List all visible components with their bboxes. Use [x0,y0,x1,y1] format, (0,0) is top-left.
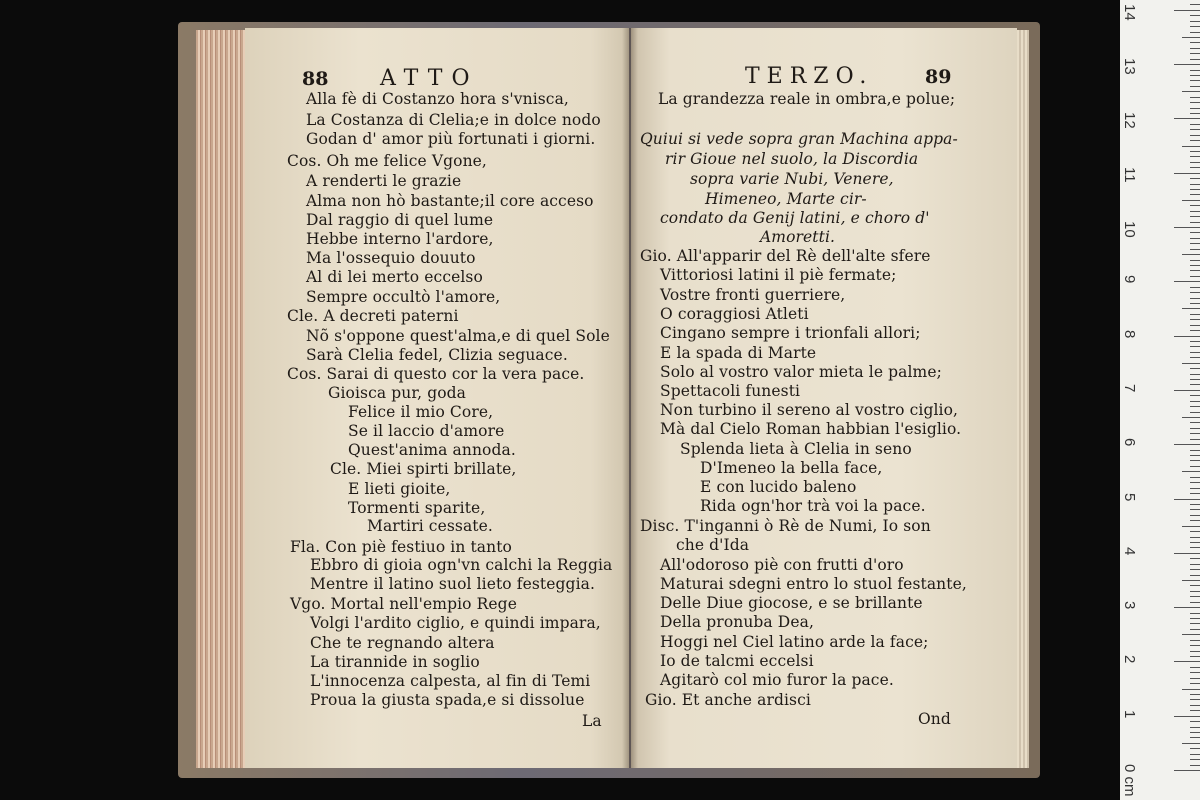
ruler-tick [1190,466,1200,467]
left-running-header: ATTO [380,66,479,91]
ruler-tick [1190,352,1200,353]
ruler-tick [1190,384,1200,385]
ruler-tick [1190,205,1200,206]
ruler-tick [1174,716,1200,717]
right-text-line: Delle Diue giocose, e se brillante [660,594,923,612]
ruler-tick [1190,585,1200,586]
ruler-tick [1182,580,1200,581]
left-text-line: Al di lei merto eccelso [306,268,483,286]
ruler-label: 1 [1121,709,1138,719]
right-text-line: Quiui si vede sopra gran Machina appa- [640,130,958,148]
ruler-tick [1190,42,1200,43]
ruler-tick [1190,705,1200,706]
ruler-label: 7 [1121,383,1138,393]
ruler-tick [1190,249,1200,250]
ruler-tick [1190,504,1200,505]
ruler-tick [1190,699,1200,700]
left-text-line: Godan d' amor più fortunati i giorni. [306,130,596,148]
ruler-tick [1190,656,1200,657]
left-text-line: Cos. Sarai di questo cor la vera pace. [287,365,585,383]
ruler-tick [1190,575,1200,576]
left-text-line: Se il laccio d'amore [348,422,505,440]
ruler-tick [1190,59,1200,60]
left-text-line: Cle. Miei spirti brillate, [330,460,517,478]
ruler-tick [1182,91,1200,92]
ruler-tick [1190,314,1200,315]
ruler-tick [1190,325,1200,326]
ruler-tick [1190,694,1200,695]
book-page-edges-left [196,30,251,768]
right-text-line: Della pronuba Dea, [660,613,814,631]
ruler-label: 11 [1121,166,1138,183]
ruler-tick [1190,428,1200,429]
ruler-label: 5 [1121,492,1138,501]
ruler-tick [1190,48,1200,49]
ruler-tick [1190,759,1200,760]
right-text-line: sopra varie Nubi, Venere, [690,170,894,188]
ruler-tick [1190,330,1200,331]
ruler-label: 10 [1121,221,1138,238]
ruler-tick [1190,238,1200,239]
right-text-line: che d'Ida [676,536,750,554]
ruler-tick [1182,308,1200,309]
ruler-tick [1190,26,1200,27]
left-text-line: Hebbe interno l'ardore, [306,230,494,248]
ruler-tick [1174,661,1200,662]
book-gutter [622,28,638,768]
ruler-label: 4 [1121,546,1138,556]
ruler-tick [1190,683,1200,684]
ruler-tick [1174,118,1200,119]
ruler-tick [1190,537,1200,538]
ruler-tick [1190,319,1200,320]
left-text-line: Nõ s'oppone quest'alma,e di quel Sole [306,327,610,345]
ruler-tick [1190,216,1200,217]
ruler-tick [1190,102,1200,103]
ruler-tick [1190,710,1200,711]
ruler-tick [1174,390,1200,391]
ruler-tick [1190,162,1200,163]
left-text-line: Tormenti sparite, [348,499,486,517]
ruler-tick [1190,640,1200,641]
ruler-tick [1190,401,1200,402]
ruler-tick [1190,672,1200,673]
ruler-tick [1190,341,1200,342]
right-text-line: rir Gioue nel suolo, la Discordia [665,150,919,168]
ruler-tick [1190,422,1200,423]
ruler-tick [1174,336,1200,337]
ruler-tick [1190,488,1200,489]
ruler-tick [1174,444,1200,445]
ruler-tick [1174,64,1200,65]
ruler-tick [1190,129,1200,130]
ruler-tick [1174,227,1200,228]
ruler-tick [1174,499,1200,500]
ruler-tick [1190,379,1200,380]
ruler-tick [1174,173,1200,174]
left-text-line: Vgo. Mortal nell'empio Rege [290,595,517,613]
right-text-line: Spettacoli funesti [660,382,801,400]
right-text-line: La grandezza reale in ombra,e polue; [658,90,956,108]
left-text-line: Sarà Clelia fedel, Clizia seguace. [306,346,568,364]
ruler-tick [1190,591,1200,592]
ruler-tick [1190,124,1200,125]
right-text-line: Maturai sdegni entro lo stuol festante, [660,575,967,593]
left-text-line: Sempre occultò l'amore, [306,288,501,306]
ruler-tick [1190,156,1200,157]
ruler-tick [1182,146,1200,147]
ruler-tick [1182,37,1200,38]
left-text-line: La Costanza di Clelia;e in dolce nodo [306,111,601,129]
ruler-label: 6 [1121,438,1138,447]
ruler-tick [1190,53,1200,54]
right-text-line: Himeneo, Marte cir- [705,190,867,208]
ruler-tick [1190,678,1200,679]
ruler-tick [1190,754,1200,755]
ruler-tick [1190,737,1200,738]
ruler-tick [1190,287,1200,288]
left-text-line: Quest'anima annoda. [348,441,516,459]
left-text-line: Fla. Con piè festiuo in tanto [290,538,512,556]
ruler-tick [1190,520,1200,521]
book-page-edges-right [1015,30,1029,768]
ruler-tick [1190,232,1200,233]
ruler-label: 9 [1121,275,1138,284]
right-text-line: Amoretti. [760,228,836,246]
right-text-line: Rida ogn'hor trà voi la pace. [700,497,926,515]
ruler-tick [1190,482,1200,483]
ruler-tick [1190,135,1200,136]
ruler-tick [1190,618,1200,619]
ruler-tick [1190,32,1200,33]
ruler-tick [1190,748,1200,749]
ruler-tick [1190,727,1200,728]
right-text-line: Vittoriosi latini il piè fermate; [660,266,897,284]
ruler-tick [1190,477,1200,478]
ruler-tick [1190,547,1200,548]
ruler-tick [1182,363,1200,364]
ruler-tick [1190,515,1200,516]
left-text-line: Dal raggio di quel lume [306,211,494,229]
right-text-line: Agitarò col mio furor la pace. [660,671,894,689]
right-text-line: Io de talcmi eccelsi [660,652,814,670]
ruler-tick [1190,623,1200,624]
ruler-tick [1190,75,1200,76]
ruler-tick [1190,167,1200,168]
ruler-label: 0 cm [1121,764,1138,797]
ruler-tick [1190,151,1200,152]
ruler-tick [1190,368,1200,369]
ruler-tick [1190,542,1200,543]
left-text-line: Ma l'ossequio douuto [306,249,476,267]
ruler-tick [1190,243,1200,244]
ruler-label: 14 [1121,3,1138,21]
left-text-line: La tirannide in soglio [310,653,480,671]
ruler-tick [1174,770,1200,771]
ruler-tick [1190,439,1200,440]
ruler-tick [1190,596,1200,597]
ruler-tick [1190,222,1200,223]
ruler-tick [1190,651,1200,652]
right-text-line: Vostre fronti guerriere, [660,286,846,304]
right-text-line: condato da Genij latini, e choro d' [660,209,930,227]
ruler-tick [1190,531,1200,532]
left-text-line: Ebbro di gioia ogn'vn calchi la Reggia [310,556,613,574]
left-text-line: Volgi l'ardito ciglio, e quindi impara, [310,614,601,632]
ruler-tick [1182,689,1200,690]
ruler-tick [1190,395,1200,396]
right-text-line: Disc. T'inganni ò Rè de Numi, Io son [640,517,931,535]
ruler-tick [1190,21,1200,22]
ruler-tick [1190,15,1200,16]
ruler-label: 8 [1121,329,1138,338]
left-text-line: Cos. Oh me felice Vgone, [287,152,487,170]
ruler-tick [1190,602,1200,603]
right-text-line: Cingano sempre i trionfali allori; [660,324,921,342]
ruler-tick [1190,178,1200,179]
right-text-line: All'odoroso piè con frutti d'oro [660,556,904,574]
left-text-line: Alla fè di Costanzo hora s'vnisca, [306,90,569,108]
ruler-tick [1182,417,1200,418]
right-text-line: E la spada di Marte [660,344,817,362]
left-text-line: Cle. A decreti paterni [287,307,459,325]
ruler-label: 12 [1121,112,1138,130]
left-text-line: Alma non hò bastante;il core acceso [306,192,594,210]
left-text-line: L'innocenza calpesta, al fin di Temi [310,672,591,690]
ruler-tick [1174,10,1200,11]
ruler-tick [1190,189,1200,190]
right-page-number: 89 [925,66,952,88]
right-catchword: Ond [918,710,951,728]
ruler-tick [1190,260,1200,261]
ruler-tick [1190,265,1200,266]
right-text-line: E con lucido baleno [700,478,857,496]
ruler-tick [1190,721,1200,722]
ruler-tick [1190,412,1200,413]
right-text-line: Gio. All'apparir del Rè dell'alte sfere [640,247,931,265]
ruler-tick [1182,254,1200,255]
ruler-tick [1182,471,1200,472]
ruler-tick [1190,97,1200,98]
ruler-tick [1190,211,1200,212]
ruler-tick [1174,607,1200,608]
ruler-tick [1190,765,1200,766]
left-text-line: A renderti le grazie [306,172,462,190]
ruler-tick [1190,509,1200,510]
ruler-tick [1190,113,1200,114]
ruler-tick [1190,70,1200,71]
right-text-line: Hoggi nel Ciel latino arde la face; [660,633,929,651]
ruler-tick [1190,140,1200,141]
ruler-tick [1182,634,1200,635]
ruler-tick [1190,558,1200,559]
ruler-tick [1190,292,1200,293]
ruler-tick [1190,732,1200,733]
ruler-label: 3 [1121,601,1138,610]
ruler-tick [1190,194,1200,195]
ruler-tick [1190,406,1200,407]
ruler-tick [1190,298,1200,299]
right-text-line: Gio. Et anche ardisci [645,691,811,709]
right-text-line: Non turbino il sereno al vostro ciglio, [660,401,959,419]
left-text-line: Felice il mio Core, [348,403,494,421]
ruler-tick [1182,200,1200,201]
ruler-tick [1190,629,1200,630]
left-text-line: Che te regnando altera [310,634,495,652]
ruler-tick [1182,743,1200,744]
ruler-tick [1190,493,1200,494]
measuring-ruler [1120,0,1200,800]
ruler-tick [1190,450,1200,451]
ruler-tick [1190,433,1200,434]
right-text-line: Splenda lieta à Clelia in seno [680,440,912,458]
ruler-tick [1190,108,1200,109]
ruler-tick [1190,270,1200,271]
right-text-line: D'Imeneo la bella face, [700,459,883,477]
ruler-tick [1190,667,1200,668]
ruler-label: 13 [1121,58,1138,75]
ruler-tick [1190,613,1200,614]
left-text-line: Mentre il latino suol lieto festeggia. [310,575,595,593]
ruler-tick [1190,645,1200,646]
ruler-label: 2 [1121,655,1138,664]
ruler-tick [1190,80,1200,81]
ruler-tick [1190,569,1200,570]
ruler-tick [1190,184,1200,185]
ruler-tick [1190,4,1200,5]
left-text-line: E lieti gioite, [348,480,451,498]
left-text-line: Gioisca pur, goda [328,384,467,402]
left-text-line: Proua la giusta spada,e si dissolue [310,691,585,709]
right-text-line: O coraggiosi Atleti [660,305,809,323]
right-text-line: Mà dal Cielo Roman habbian l'esiglio. [660,420,962,438]
ruler-tick [1190,86,1200,87]
left-text-line: Martiri cessate. [367,517,493,535]
ruler-tick [1190,374,1200,375]
left-page-number: 88 [302,68,329,90]
left-catchword: La [582,712,602,730]
ruler-tick [1190,303,1200,304]
ruler-tick [1182,526,1200,527]
right-running-header: TERZO. [745,64,874,89]
ruler-tick [1190,460,1200,461]
ruler-tick [1190,564,1200,565]
right-text-line: Solo al vostro valor mieta le palme; [660,363,942,381]
ruler-tick [1190,346,1200,347]
ruler-tick [1174,281,1200,282]
ruler-tick [1174,553,1200,554]
ruler-tick [1190,357,1200,358]
ruler-tick [1190,455,1200,456]
ruler-tick [1190,276,1200,277]
